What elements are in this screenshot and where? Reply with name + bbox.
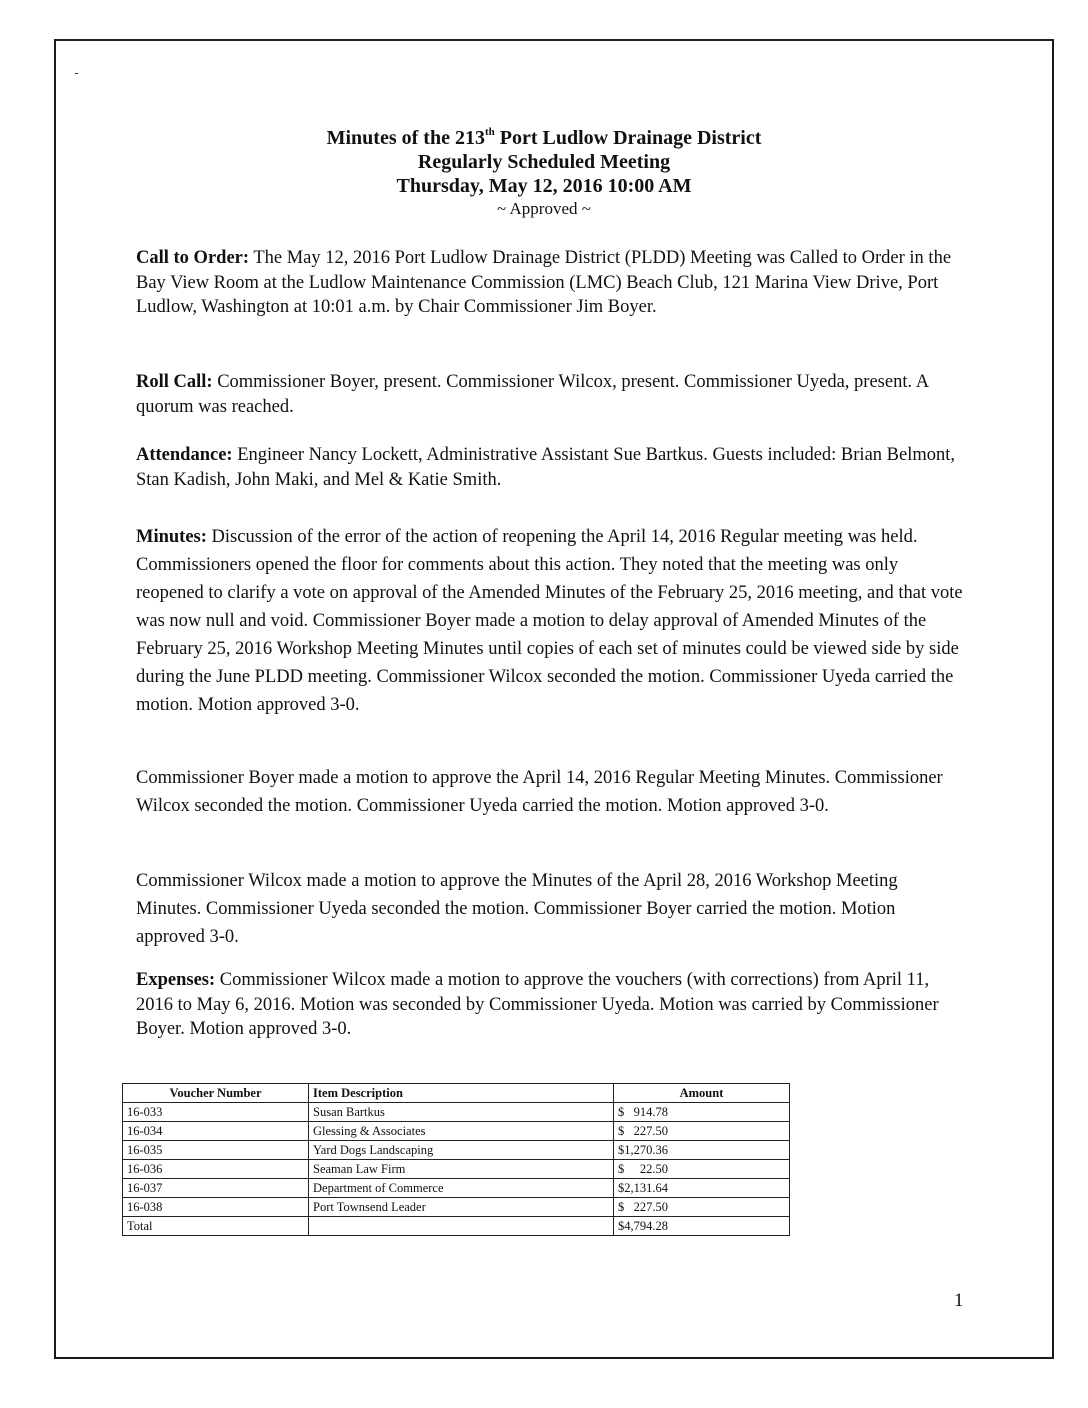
voucher-number-cell: 16-036 [123, 1160, 309, 1179]
scan-speck [75, 73, 78, 74]
amount-cell: $ 227.50 [614, 1122, 790, 1141]
item-description-cell: Port Townsend Leader [309, 1198, 614, 1217]
title-suffix: Port Ludlow Drainage District [494, 127, 762, 149]
section-expenses [136, 968, 966, 1042]
title-prefix: Minutes of the 213 [326, 127, 485, 149]
table-header-row [123, 1084, 790, 1103]
table-row [123, 1160, 790, 1179]
amount-cell: $ 227.50 [614, 1198, 790, 1217]
voucher-number-cell: 16-035 [123, 1141, 309, 1160]
approval-status: ~ Approved ~ [497, 199, 591, 218]
item-description-cell: Glessing & Associates [309, 1122, 614, 1141]
table-row [123, 1179, 790, 1198]
section-label: Expenses: [136, 970, 216, 990]
section-label: Attendance: [136, 445, 233, 465]
section-text: Commissioner Wilcox made a motion to approve the vouchers (with corrections) from April 11, 2016 to May 6, 2016. Motion was seconded by Commissioner Uyeda. Motion was carried by Commissioner Boyer. Motion approved 3-0. [136, 970, 939, 1039]
paragraph-motion-april-14: Commissioner Boyer made a motion to approve the April 14, 2016 Regular Meeting Minutes. Commissioner Wilcox seconded the motion. Commissioner Uyeda carried the motion. Motion approved 3-0. [136, 768, 943, 816]
voucher-number-cell: 16-033 [123, 1103, 309, 1122]
section-call-to-order [136, 246, 966, 320]
section-minutes [136, 523, 966, 719]
table-row [123, 1141, 790, 1160]
voucher-table [122, 1083, 790, 1236]
section-text: Commissioner Boyer, present. Commissioner Wilcox, present. Commissioner Uyeda, present. A quorum was reached. [136, 372, 929, 417]
amount-cell: $ 914.78 [614, 1103, 790, 1122]
column-header-voucher-number: Voucher Number [123, 1084, 309, 1103]
section-text: The May 12, 2016 Port Ludlow Drainage District (PLDD) Meeting was Called to Order in the Bay View Room at the Ludlow Maintenance Commission (LMC) Beach Club, 121 Marina View Drive, Port Ludlow, Washington at 10:01 a.m. by Chair Commissioner Jim Boyer. [136, 248, 952, 317]
item-description-cell: Seaman Law Firm [309, 1160, 614, 1179]
document-header [0, 126, 1088, 220]
section-label: Call to Order: [136, 248, 250, 268]
total-item-cell [309, 1217, 614, 1236]
section-text: Discussion of the error of the action of reopening the April 14, 2016 Regular meeting was held. Commissioners opened the floor for comments about this action. They noted that the meeting was only reopened to clarify a vote on approval of the Amended Minutes of the February 25, 2016 meeting, and that vote was now null and void. Commissioner Boyer made a motion to delay approval of Amended Minutes of the February 25, 2016 Workshop Meeting Minutes until copies of each set of minutes could be viewed side by side during the June PLDD meeting. Commissioner Wilcox seconded the motion. Commissioner Uyeda carried the motion. Motion approved 3-0. [136, 527, 963, 715]
table-total-row [123, 1217, 790, 1236]
amount-cell: $2,131.64 [614, 1179, 790, 1198]
section-attendance [136, 443, 966, 492]
section-text: Engineer Nancy Lockett, Administrative Assistant Sue Bartkus. Guests included: Brian Belmont, Stan Kadish, John Maki, and Mel & Katie Smith. [136, 445, 956, 490]
voucher-number-cell: 16-034 [123, 1122, 309, 1141]
total-amount-cell: $4,794.28 [614, 1217, 790, 1236]
section-label: Minutes: [136, 527, 207, 547]
amount-cell: $1,270.36 [614, 1141, 790, 1160]
section-roll-call [136, 370, 966, 419]
column-header-item-description: Item Description [309, 1084, 614, 1103]
voucher-number-cell: 16-037 [123, 1179, 309, 1198]
page-number: 1 [954, 1290, 964, 1311]
amount-cell: $ 22.50 [614, 1160, 790, 1179]
item-description-cell: Susan Bartkus [309, 1103, 614, 1122]
document-subtitle: Regularly Scheduled Meeting [417, 151, 671, 173]
paragraph-motion-april-28: Commissioner Wilcox made a motion to approve the Minutes of the April 28, 2016 Workshop Meeting Minutes. Commissioner Uyeda seconded the motion. Commissioner Boyer carried the motion. Motion approved 3-0. [136, 871, 898, 947]
table-row [123, 1198, 790, 1217]
column-header-amount: Amount [614, 1084, 790, 1103]
section-label: Roll Call: [136, 372, 213, 392]
item-description-cell: Department of Commerce [309, 1179, 614, 1198]
voucher-number-cell: 16-038 [123, 1198, 309, 1217]
total-label-cell: Total [123, 1217, 309, 1236]
table-row [123, 1122, 790, 1141]
meeting-datetime: Thursday, May 12, 2016 10:00 AM [396, 175, 692, 197]
title-ordinal-superscript: th [484, 126, 495, 138]
document-title [0, 126, 1088, 150]
item-description-cell: Yard Dogs Landscaping [309, 1141, 614, 1160]
table-row [123, 1103, 790, 1122]
